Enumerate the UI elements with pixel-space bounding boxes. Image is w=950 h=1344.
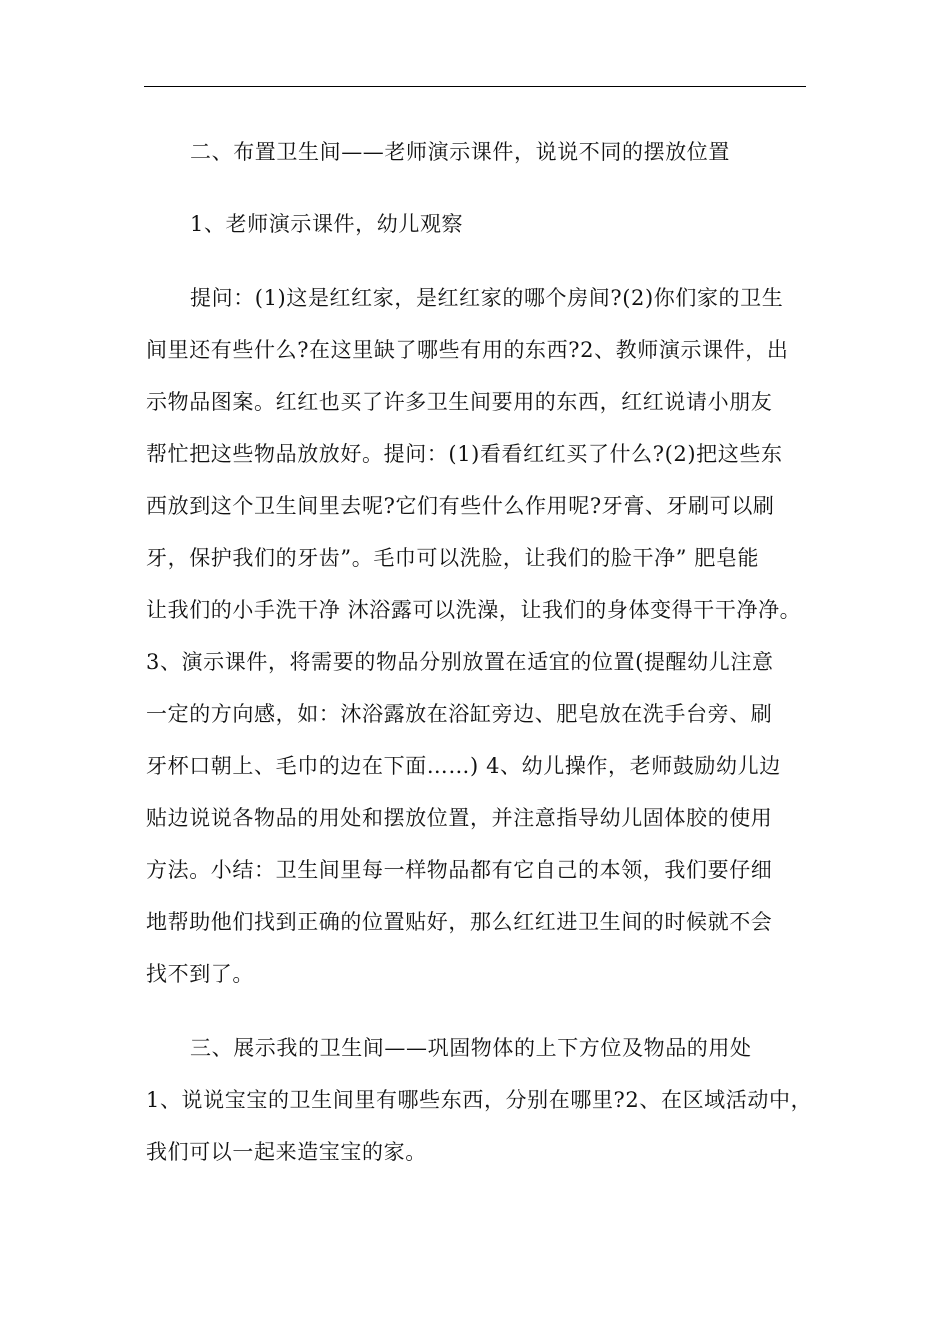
step-heading: 1、老师演示课件，幼儿观察 xyxy=(190,212,464,236)
paragraph-line: 让我们的小手洗干净 沐浴露可以洗澡，让我们的身体变得干干净净。 xyxy=(146,598,802,622)
section-heading: 二、布置卫生间——老师演示课件，说说不同的摆放位置 xyxy=(190,140,730,164)
paragraph-line: 提问：(1)这是红红家，是红红家的哪个房间?(2)你们家的卫生 xyxy=(190,286,784,310)
header-rule xyxy=(144,86,806,87)
paragraph-line: 牙杯口朝上、毛巾的边在下面……) 4、幼儿操作，老师鼓励幼儿边 xyxy=(146,754,781,778)
paragraph-line: 贴边说说各物品的用处和摆放位置，并注意指导幼儿固体胶的使用 xyxy=(146,806,773,830)
section-heading: 三、展示我的卫生间——巩固物体的上下方位及物品的用处 xyxy=(190,1036,752,1060)
paragraph-line: 间里还有些什么?在这里缺了哪些有用的东西?2、教师演示课件，出 xyxy=(146,338,789,362)
paragraph-line: 找不到了。 xyxy=(146,962,254,986)
paragraph-line: 一定的方向感，如：沐浴露放在浴缸旁边、肥皂放在洗手台旁、刷 xyxy=(146,702,773,726)
paragraph-line: 牙，保护我们的牙齿”。毛巾可以洗脸，让我们的脸干净” 肥皂能 xyxy=(146,546,760,570)
paragraph-line: 1、说说宝宝的卫生间里有哪些东西，分别在哪里?2、在区域活动中， xyxy=(146,1088,813,1112)
paragraph-line: 地帮助他们找到正确的位置贴好，那么红红进卫生间的时候就不会 xyxy=(146,910,773,934)
paragraph-line: 西放到这个卫生间里去呢?它们有些什么作用呢?牙膏、牙刷可以刷 xyxy=(146,494,775,518)
paragraph-line: 示物品图案。红红也买了许多卫生间要用的东西，红红说请小朋友 xyxy=(146,390,773,414)
paragraph-line: 我们可以一起来造宝宝的家。 xyxy=(146,1140,427,1164)
paragraph-line: 方法。小结：卫生间里每一样物品都有它自己的本领，我们要仔细 xyxy=(146,858,773,882)
paragraph-line: 3、演示课件，将需要的物品分别放置在适宜的位置(提醒幼儿注意 xyxy=(146,650,774,674)
paragraph-line: 帮忙把这些物品放放好。提问：(1)看看红红买了什么?(2)把这些东 xyxy=(146,442,783,466)
